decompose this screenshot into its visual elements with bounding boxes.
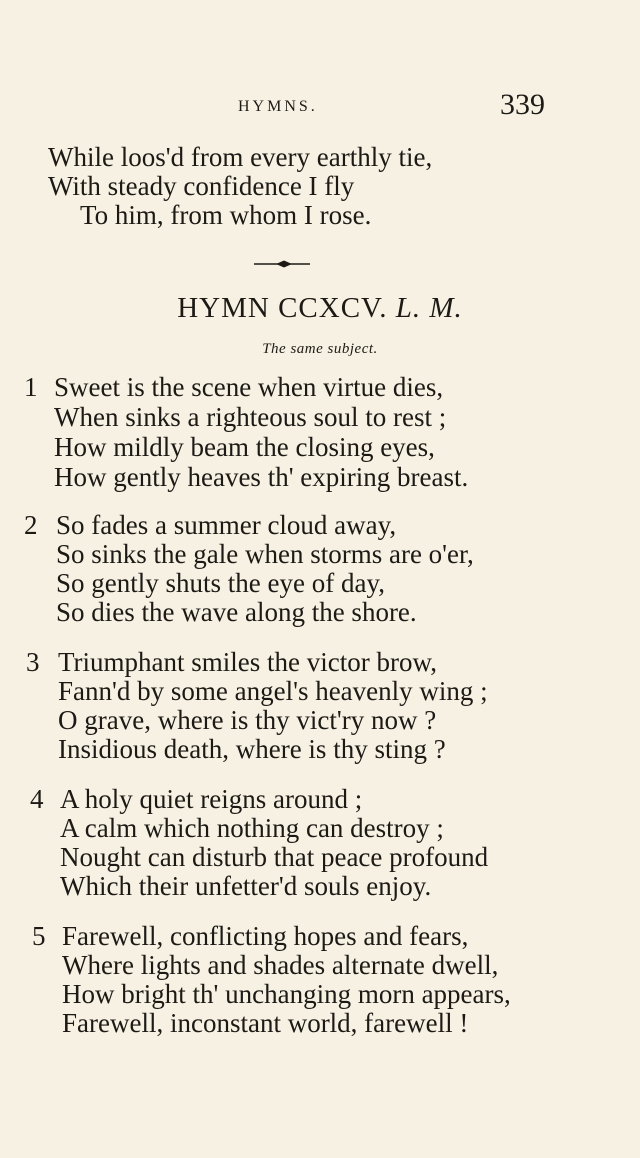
stanza-line: Farewell, conflicting hopes and fears, xyxy=(62,921,469,951)
stanza-line: Fann'd by some angel's heavenly wing ; xyxy=(58,676,488,706)
stanza-line: So fades a summer cloud away, xyxy=(56,510,397,540)
stanza-line: Nought can disturb that peace profound xyxy=(60,842,489,872)
stanza-line: Sweet is the scene when virtue dies, xyxy=(54,372,444,402)
stanza-number: 2 xyxy=(24,510,38,540)
page-number: 339 xyxy=(500,88,545,121)
stanza-line: Insidious death, where is thy sting ? xyxy=(58,734,446,764)
stanza-line: Farewell, inconstant world, farewell ! xyxy=(62,1008,469,1038)
stanza-line: How mildly beam the closing eyes, xyxy=(54,432,435,462)
stanza-number: 5 xyxy=(32,921,46,951)
ornament-divider xyxy=(252,258,312,270)
stanza-line: How bright th' unchanging morn appears, xyxy=(62,979,511,1009)
stanza-line: Which their unfetter'd souls enjoy. xyxy=(60,871,432,901)
stanza-number: 4 xyxy=(30,784,44,814)
stanza-line: How gently heaves th' expiring breast. xyxy=(54,462,469,492)
stanza-number: 3 xyxy=(26,647,40,677)
stanza-line: So sinks the gale when storms are o'er, xyxy=(56,539,474,569)
stanza-line: Where lights and shades alternate dwell, xyxy=(62,950,499,980)
stanza-line: So gently shuts the eye of day, xyxy=(56,568,385,598)
prev-hymn-line: While loos'd from every earthly tie, xyxy=(48,142,433,172)
hymn-subtitle: The same subject. xyxy=(262,341,378,357)
running-head xyxy=(0,88,640,124)
stanza-line: When sinks a righteous soul to rest ; xyxy=(54,402,447,432)
prev-hymn-line: To him, from whom I rose. xyxy=(80,200,372,230)
running-title: HYMNS. xyxy=(238,98,318,115)
stanza-line: Triumphant smiles the victor brow, xyxy=(58,647,437,677)
stanza-line: A holy quiet reigns around ; xyxy=(60,784,363,814)
prev-hymn-line: With steady confidence I fly xyxy=(48,171,355,201)
stanza-line: O grave, where is thy vict'ry now ? xyxy=(58,705,437,735)
stanza-line: A calm which nothing can destroy ; xyxy=(60,813,444,843)
stanza-number: 1 xyxy=(24,372,38,402)
hymn-title xyxy=(0,290,640,326)
hymn-number: HYMN CCXCV. xyxy=(177,292,388,324)
stanza-line: So dies the wave along the shore. xyxy=(56,597,417,627)
hymn-meter: L. M. xyxy=(395,292,463,324)
